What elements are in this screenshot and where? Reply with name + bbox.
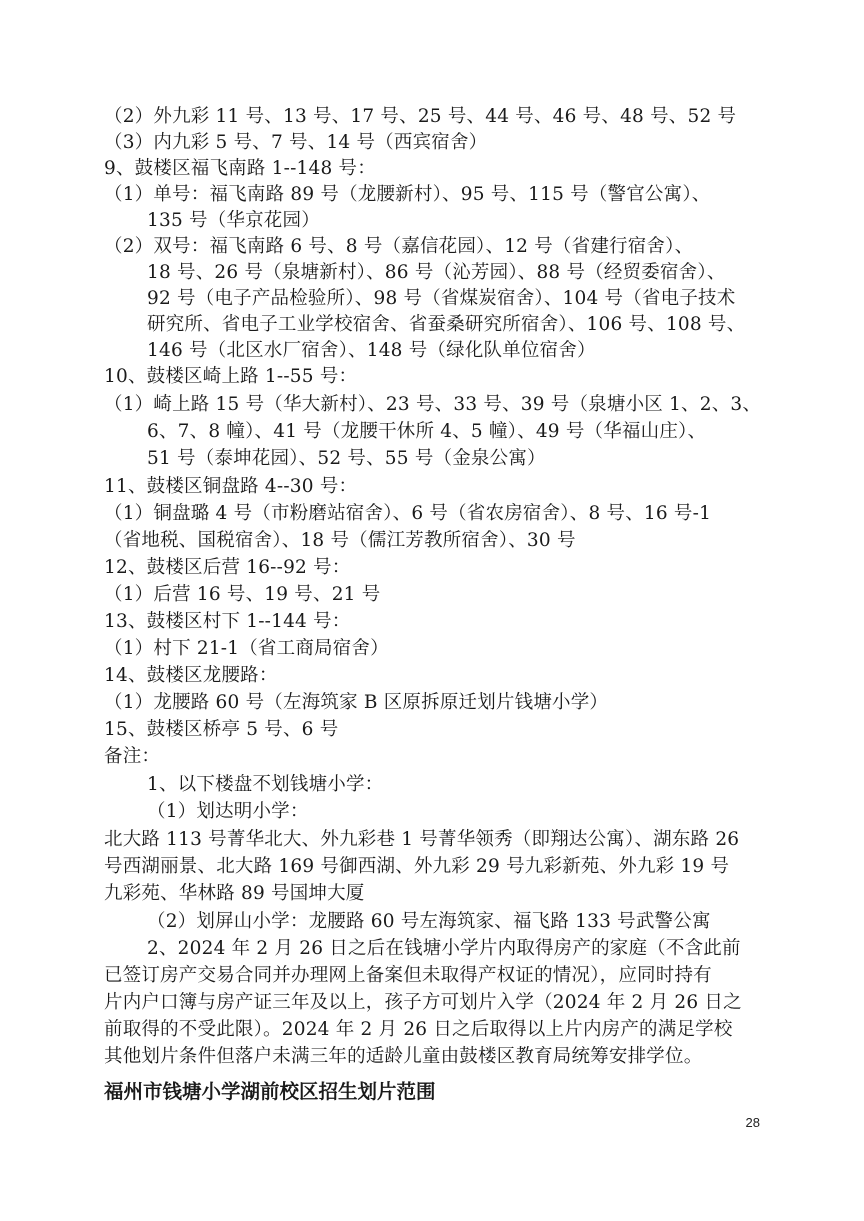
text-line: 6、7、8 幢）、41 号（龙腰干休所 4、5 幢）、49 号（华福山庄）、 bbox=[147, 421, 707, 442]
text-line: 北大路 113 号菁华北大、外九彩巷 1 号菁华领秀（即翔达公寓）、湖东路 26 bbox=[104, 829, 740, 850]
text-line: 10、鼓楼区崎上路 1--55 号： bbox=[104, 366, 358, 387]
text-line: （1）后营 16 号、19 号、21 号 bbox=[104, 584, 381, 605]
text-line: 14、鼓楼区龙腰路： bbox=[104, 665, 278, 686]
text-line: （1）崎上路 15 号（华大新村）、23 号、33 号、39 号（泉塘小区 1、2、3、 bbox=[104, 394, 762, 415]
text-line: （2）外九彩 11 号、13 号、17 号、25 号、44 号、46 号、48 号、52 号 bbox=[104, 106, 737, 127]
text-line: 18 号、26 号（泉塘新村）、86 号（沁芳园）、88 号（经贸委宿舍）、 bbox=[147, 262, 726, 283]
text-line: 11、鼓楼区铜盘路 4--30 号： bbox=[104, 476, 358, 497]
text-line: 51 号（泰坤花园）、52 号、55 号（金泉公寓） bbox=[147, 448, 546, 469]
text-line: 2、2024 年 2 月 26 日之后在钱塘小学片内取得房产的家庭（不含此前 bbox=[147, 938, 741, 959]
text-line: （1）铜盘璐 4 号（市粉磨站宿舍）、6 号（省农房宿舍）、8 号、16 号-1 bbox=[104, 503, 712, 524]
text-line: （1）龙腰路 60 号（左海筑家 B 区原拆原迁划片钱塘小学） bbox=[104, 692, 609, 713]
text-line: 15、鼓楼区桥亭 5 号、6 号 bbox=[104, 719, 339, 740]
text-line: 已签订房产交易合同并办理网上备案但未取得产权证的情况），应同时持有 bbox=[104, 965, 712, 986]
text-line: 其他划片条件但落户未满三年的适龄儿童由鼓楼区教育局统筹安排学位。 bbox=[104, 1046, 703, 1067]
text-line: （1）单号：福飞南路 89 号（龙腰新村）、95 号、115 号（警官公寓）、 bbox=[104, 184, 711, 205]
text-line: 135 号（华京花园） bbox=[147, 210, 320, 231]
text-line: （3）内九彩 5 号、7 号、14 号（西宾宿舍） bbox=[104, 132, 488, 153]
text-line: 九彩苑、华林路 89 号国坤大厦 bbox=[104, 883, 365, 904]
text-line: 片内户口簿与房产证三年及以上，孩子方可划片入学（2024 年 2 月 26 日之 bbox=[104, 992, 742, 1013]
text-line: 研究所、省电子工业学校宿舍、省蚕桑研究所宿舍）、106 号、108 号、 bbox=[147, 314, 746, 335]
section-heading: 福州市钱塘小学湖前校区招生划片范围 bbox=[104, 1080, 436, 1103]
text-line: 1、以下楼盘不划钱塘小学： bbox=[147, 774, 384, 795]
text-line: 13、鼓楼区村下 1--144 号： bbox=[104, 611, 351, 632]
text-line: 12、鼓楼区后营 16--92 号： bbox=[104, 557, 351, 578]
text-line: （1）划达明小学： bbox=[147, 801, 309, 822]
text-line: 号西湖丽景、北大路 169 号御西湖、外九彩 29 号九彩新苑、外九彩 19 号 bbox=[104, 856, 730, 877]
text-line: （2）双号：福飞南路 6 号、8 号（嘉信花园）、12 号（省建行宿舍）、 bbox=[104, 236, 694, 257]
text-line: 9、鼓楼区福飞南路 1--148 号： bbox=[104, 158, 376, 179]
text-line: （2）划屏山小学：龙腰路 60 号左海筑家、福飞路 133 号武警公寓 bbox=[147, 911, 711, 932]
page-number: 28 bbox=[745, 1115, 760, 1130]
text-line: 前取得的不受此限）。2024 年 2 月 26 日之后取得以上片内房产的满足学校 bbox=[104, 1019, 733, 1040]
text-line: 92 号（电子产品检验所）、98 号（省煤炭宿舍）、104 号（省电子技术 bbox=[147, 288, 736, 309]
text-line: 146 号（北区水厂宿舍）、148 号（绿化队单位宿舍） bbox=[147, 340, 596, 361]
text-line: （1）村下 21-1（省工商局宿舍） bbox=[104, 638, 389, 659]
text-line: （省地税、国税宿舍）、18 号（儒江芳教所宿舍）、30 号 bbox=[104, 530, 576, 551]
text-line: 备注： bbox=[104, 746, 161, 767]
